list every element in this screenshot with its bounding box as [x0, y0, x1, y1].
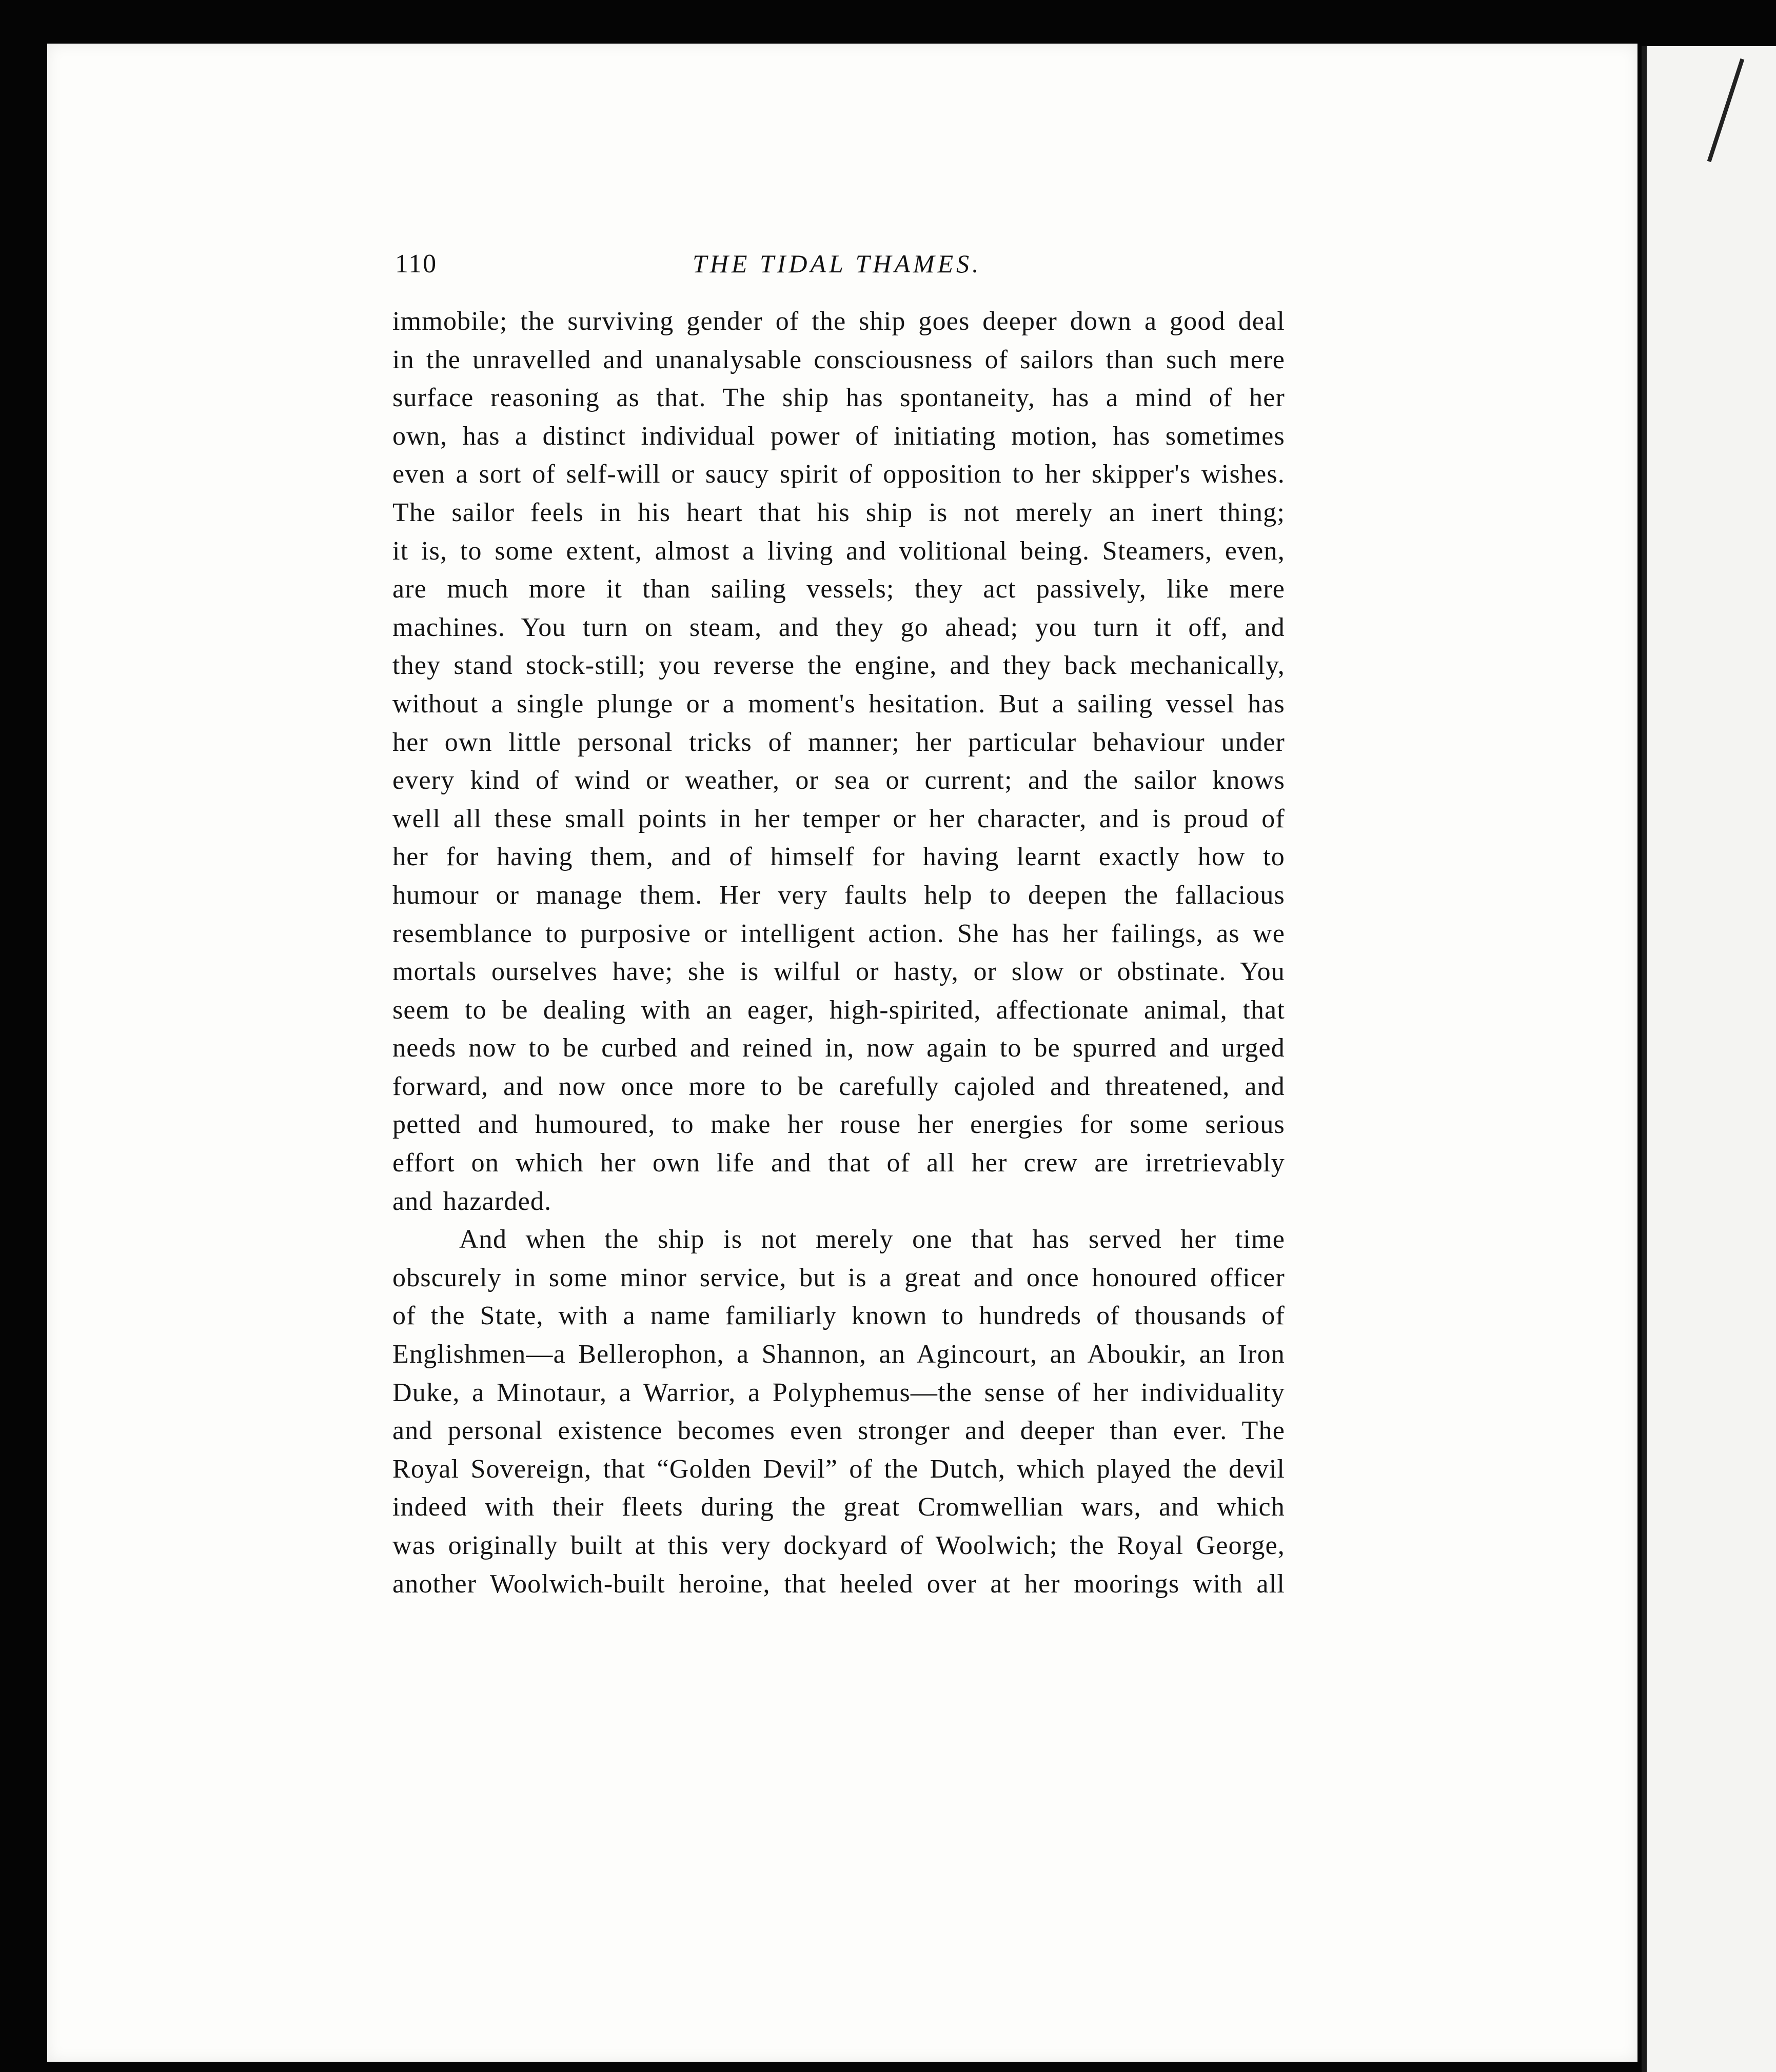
facing-page-edge — [1642, 46, 1776, 2072]
text-line: immobile; the surviving gender of the ship goes deeper down a good deal — [392, 307, 1285, 336]
text-line: and personal existence becomes even stronger and deeper than ever. The — [392, 1416, 1285, 1446]
page-edge-mark — [1707, 58, 1745, 162]
text-line: machines. You turn on steam, and they go ahead; you turn it off, and — [392, 612, 1285, 642]
text-line: they stand stock-still; you reverse the engine, and they back mechanically, — [392, 651, 1285, 681]
text-line: in the unravelled and unanalysable consciousness of sailors than such mere — [392, 345, 1285, 374]
text-line: it is, to some extent, almost a living and volitional being. Steamers, even, — [392, 536, 1285, 566]
text-line: her for having them, and of himself for having learnt exactly how to — [392, 842, 1285, 872]
text-line: And when the ship is not merely one that has served her time — [459, 1225, 1285, 1254]
text-line: and hazarded. — [392, 1186, 552, 1216]
text-line: seem to be dealing with an eager, high-spirited, affectionate animal, that — [392, 995, 1285, 1025]
text-line: even a sort of self-will or saucy spirit of opposition to her skipper's wishes. — [392, 460, 1285, 489]
text-line: forward, and now once more to be carefully cajoled and threatened, and — [392, 1071, 1285, 1101]
running-head: THE TIDAL THAMES. — [693, 249, 982, 278]
text-line: of the State, with a name familiarly known to hundreds of thousands of — [392, 1301, 1285, 1331]
text-line: needs now to be curbed and reined in, now again to be spurred and urged — [392, 1033, 1285, 1063]
text-line: surface reasoning as that. The ship has spontaneity, has a mind of her — [392, 383, 1285, 413]
text-line: well all these small points in her temper or her character, and is proud of — [392, 804, 1285, 833]
text-line: mortals ourselves have; she is wilful or hasty, or slow or obstinate. You — [392, 957, 1285, 987]
text-line: another Woolwich-built heroine, that heeled over at her moorings with all — [392, 1569, 1285, 1599]
text-line: indeed with their fleets during the great Cromwellian wars, and which — [392, 1492, 1285, 1522]
text-line: every kind of wind or weather, or sea or current; and the sailor knows — [392, 766, 1285, 795]
text-line: her own little personal tricks of manner; her particular behaviour under — [392, 727, 1285, 757]
text-line: Duke, a Minotaur, a Warrior, a Polyphemus—the sense of her individuality — [392, 1378, 1285, 1407]
page-header — [395, 249, 1349, 290]
text-line: resemblance to purposive or intelligent action. She has her failings, as we — [392, 919, 1285, 948]
text-line: petted and humoured, to make her rouse her energies for some serious — [392, 1110, 1285, 1140]
text-line: was originally built at this very dockyard of Woolwich; the Royal George, — [392, 1531, 1285, 1560]
text-line: without a single plunge or a moment's hesitation. But a sailing vessel has — [392, 689, 1285, 719]
text-line: Royal Sovereign, that “Golden Devil” of the Dutch, which played the devil — [392, 1454, 1285, 1484]
text-line: are much more it than sailing vessels; they act passively, like mere — [392, 574, 1285, 604]
text-line: effort on which her own life and that of all her crew are irretrievably — [392, 1148, 1285, 1178]
text-line: The sailor feels in his heart that his ship is not merely an inert thing; — [392, 497, 1285, 527]
text-line: own, has a distinct individual power of initiating motion, has sometimes — [392, 421, 1285, 451]
page-number: 110 — [395, 249, 438, 278]
text-line: humour or manage them. Her very faults help to deepen the fallacious — [392, 880, 1285, 910]
text-line: Englishmen—a Bellerophon, a Shannon, an Agincourt, an Aboukir, an Iron — [392, 1340, 1285, 1369]
body-text — [392, 303, 1285, 1603]
text-line: obscurely in some minor service, but is a great and once honoured officer — [392, 1263, 1285, 1292]
